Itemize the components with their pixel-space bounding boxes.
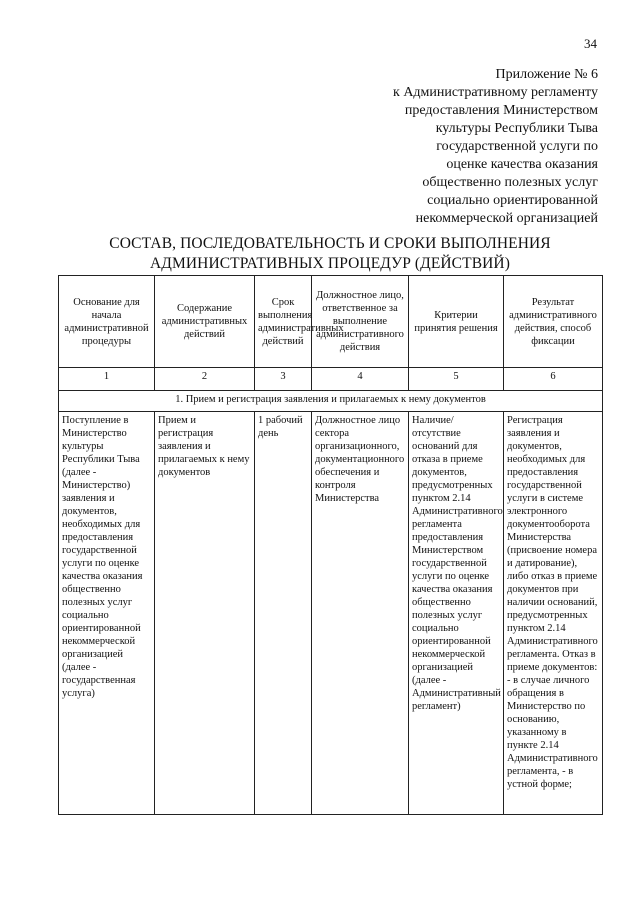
appendix-header [338,66,598,228]
title-line-2: АДМИНИСТРАТИВНЫХ ПРОЦЕДУР (ДЕЙСТВИЙ) [150,255,510,272]
column-header: Результат административного действия, способ фиксации [504,276,603,368]
column-header: Срок выполнения административных действий [255,276,312,368]
table-cell-content: Прием и регистрация заявления и прилагаемых к нему документов [155,412,255,815]
table-header-row [59,276,603,368]
appendix-line: Приложение № 6 [495,67,598,82]
table-cell-basis: Поступление в Министерство культуры Республики Тыва (далее - Министерство) заявления и документов, необходимых для предоставления государственной услуги по оценке качества оказания общественно полезных услуг социально ориентированной некоммерческой организацией (далее - государственная услуга) [59,412,155,815]
appendix-line: оценке качества оказания [446,157,598,172]
column-number: 2 [155,368,255,391]
column-number: 3 [255,368,312,391]
column-header: Критерии принятия решения [409,276,504,368]
column-number: 5 [409,368,504,391]
column-header: Должностное лицо, ответственное за выполнение административного действия [312,276,409,368]
procedures-table [58,275,603,815]
table-cell-official: Должностное лицо сектора организационного, документационного обеспечения и контроля Министерства [312,412,409,815]
column-number: 1 [59,368,155,391]
page-number: 34 [584,36,597,51]
appendix-line: государственной услуги по [436,139,598,154]
appendix-line: социально ориентированной [427,193,598,208]
appendix-line: некоммерческой организацией [415,211,598,226]
section-title: 1. Прием и регистрация заявления и прилагаемых к нему документов [59,391,603,412]
table-cell-result: Регистрация заявления и документов, необходимых для предоставления государственной услуги в системе электронного документооборота Министерства (присвоение номера и датирование), либо отказ в приеме документов при наличии оснований, предусмотренных пунктом 2.14 Административного регламента. Отказ в приеме документов: - в случае личного обращения в Министерство по основанию, указанному в пункте 2.14 Административного регламента, - в устной форме; [504,412,603,815]
appendix-line: общественно полезных услуг [422,175,598,190]
table-cell-criteria: Наличие/отсутствие оснований для отказа в приеме документов, предусмотренных пунктом 2.14 Административного регламента предоставления Министерством государственной услуги по оценке качества оказания общественно полезных услуг социально ориентированной некоммерческой организацией (далее - Административный регламент) [409,412,504,815]
title-line-1: СОСТАВ, ПОСЛЕДОВАТЕЛЬНОСТЬ И СРОКИ ВЫПОЛНЕНИЯ [109,235,551,252]
document-title [60,234,600,274]
section-row [59,391,603,412]
appendix-line: предоставления Министерством [404,103,598,118]
table-cell-term: 1 рабочий день [255,412,312,815]
column-header: Основание для начала административной процедуры [59,276,155,368]
column-header: Содержание административных действий [155,276,255,368]
column-number: 6 [504,368,603,391]
appendix-line: культуры Республики Тыва [435,121,598,136]
table-row [59,412,603,815]
column-number: 4 [312,368,409,391]
appendix-line: к Административному регламенту [393,85,598,100]
column-number-row [59,368,603,391]
